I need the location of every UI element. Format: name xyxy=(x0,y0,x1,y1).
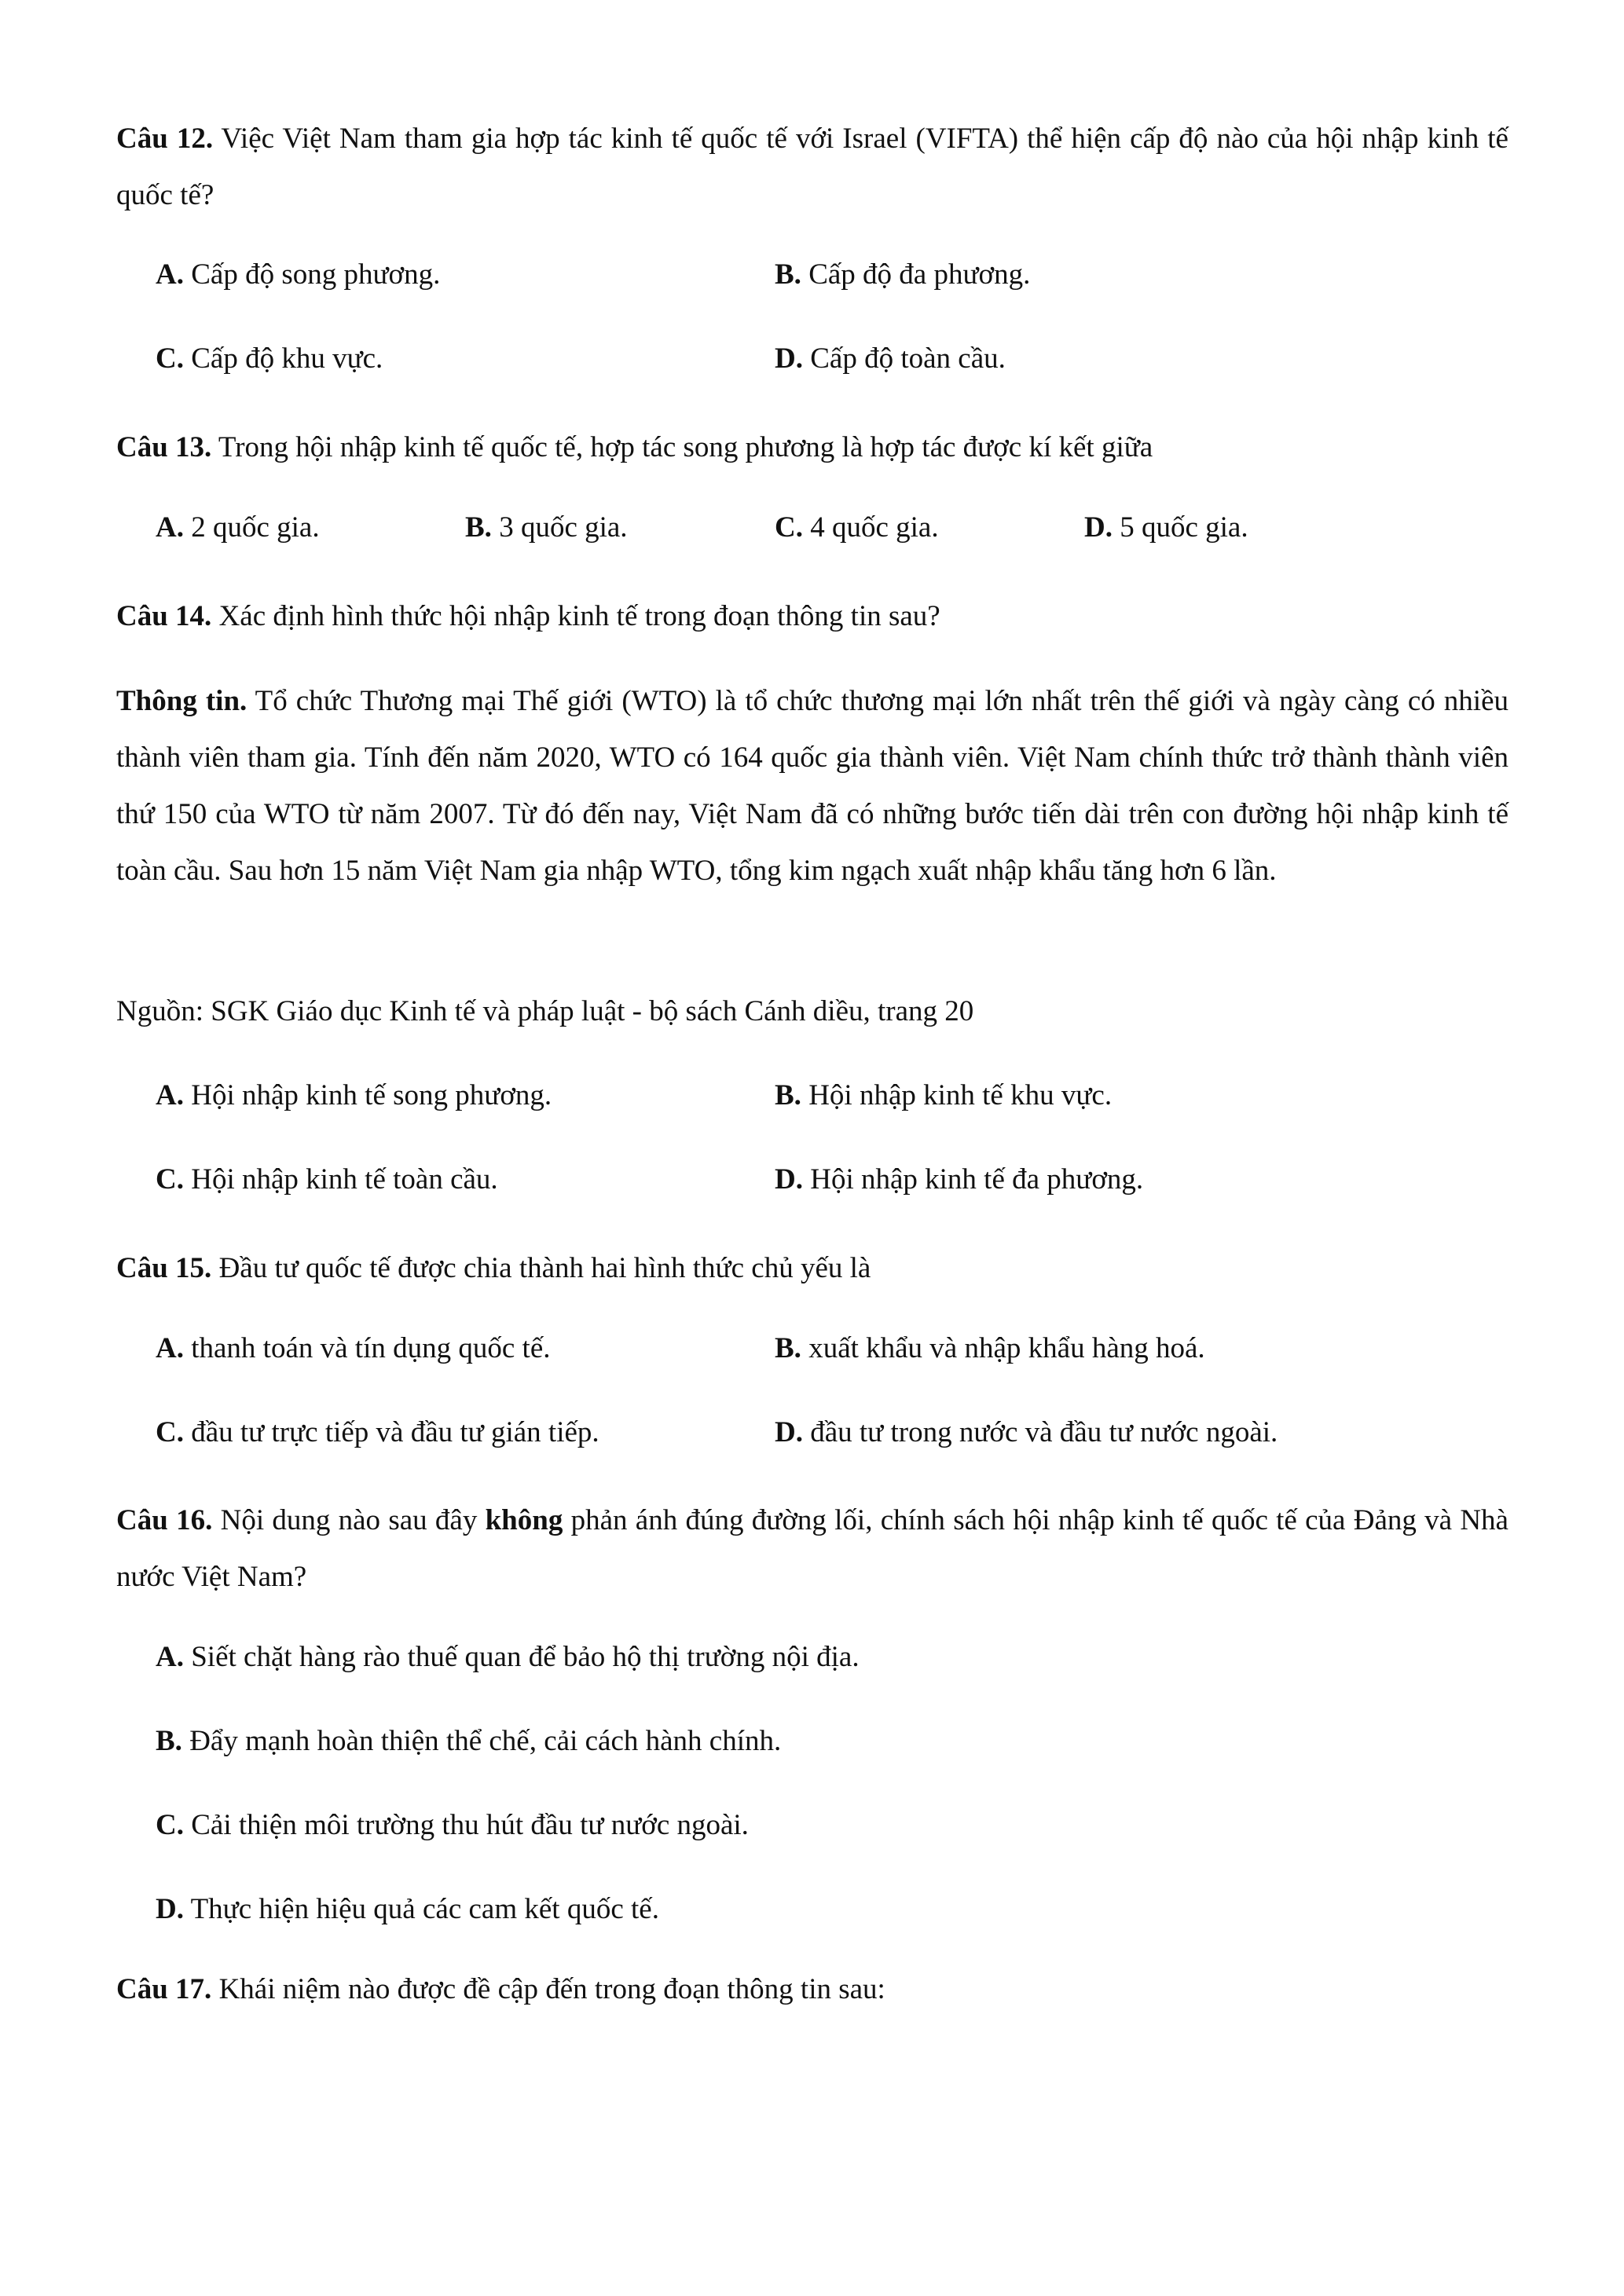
option-text: Cải thiện môi trường thu hút đầu tư nước ngoài. xyxy=(183,1809,749,1841)
option-text: thanh toán và tín dụng quốc tế. xyxy=(183,1332,551,1364)
option-b xyxy=(465,508,628,547)
option-letter: A. xyxy=(156,1079,184,1111)
option-letter: A. xyxy=(156,258,184,291)
option-text: Cấp độ khu vực. xyxy=(183,342,383,375)
option-c xyxy=(156,339,383,379)
info-passage xyxy=(116,673,1509,899)
question-text: Đầu tư quốc tế được chia thành hai hình thức chủ yếu là xyxy=(211,1252,871,1284)
option-text: 3 quốc gia. xyxy=(491,511,628,544)
option-letter: C. xyxy=(156,1416,184,1448)
info-source: Nguồn: SGK Giáo dục Kinh tế và pháp luật - bộ sách Cánh diều, trang 20 xyxy=(116,995,974,1027)
question-15 xyxy=(116,1240,1509,1297)
option-text: Cấp độ toàn cầu. xyxy=(802,342,1006,375)
question-text: Trong hội nhập kinh tế quốc tế, hợp tác song phương là hợp tác được kí kết giữa xyxy=(211,431,1153,463)
option-letter: C. xyxy=(156,1163,184,1196)
option-text: 5 quốc gia. xyxy=(1112,511,1248,544)
option-a xyxy=(156,1076,552,1115)
option-text: Hội nhập kinh tế song phương. xyxy=(183,1079,552,1111)
option-text: xuất khẩu và nhập khẩu hàng hoá. xyxy=(801,1332,1205,1364)
option-c xyxy=(156,1806,749,1845)
option-d xyxy=(775,1413,1278,1452)
info-label: Thông tin. xyxy=(116,685,247,717)
question-text: Nội dung nào sau đây xyxy=(212,1504,486,1536)
option-b xyxy=(775,1076,1112,1115)
option-text: Cấp độ song phương. xyxy=(183,258,441,291)
option-c xyxy=(156,1413,599,1452)
question-label: Câu 17. xyxy=(116,1973,212,2005)
option-letter: B. xyxy=(775,1079,801,1111)
option-letter: B. xyxy=(465,511,492,544)
option-letter: D. xyxy=(775,342,803,375)
question-label: Câu 16. xyxy=(116,1504,213,1536)
option-text: đầu tư trong nước và đầu tư nước ngoài. xyxy=(802,1416,1278,1448)
question-label: Câu 13. xyxy=(116,431,212,463)
question-text: Xác định hình thức hội nhập kinh tế trong đoạn thông tin sau? xyxy=(211,600,940,632)
option-a xyxy=(156,1638,860,1677)
question-13 xyxy=(116,419,1509,476)
option-text: Hội nhập kinh tế khu vực. xyxy=(801,1079,1113,1111)
question-label: Câu 15. xyxy=(116,1252,212,1284)
question-text: phản ánh đúng đường lối, chính sách hội nhập kinh tế quốc tế của Đảng và Nhà nước Việt Nam? xyxy=(116,1504,1509,1593)
option-text: Đẩy mạnh hoàn thiện thể chế, cải cách hành chính. xyxy=(181,1725,782,1757)
option-letter: A. xyxy=(156,1332,184,1364)
question-12 xyxy=(116,111,1509,224)
option-d xyxy=(156,1890,659,1929)
option-text: Siết chặt hàng rào thuế quan để bảo hộ thị trường nội địa. xyxy=(183,1641,860,1673)
option-letter: B. xyxy=(156,1725,182,1757)
option-b xyxy=(775,1329,1205,1368)
option-text: 4 quốc gia. xyxy=(802,511,939,544)
option-letter: C. xyxy=(156,342,184,375)
question-emphasis: không xyxy=(485,1504,563,1536)
question-16 xyxy=(116,1492,1509,1606)
option-text: 2 quốc gia. xyxy=(183,511,320,544)
question-text: Việc Việt Nam tham gia hợp tác kinh tế quốc tế với Israel (VIFTA) thể hiện cấp độ nào của hội nhập kinh tế quốc tế? xyxy=(116,123,1509,211)
option-letter: D. xyxy=(1084,511,1113,544)
option-b xyxy=(156,1722,781,1761)
option-d xyxy=(1084,508,1248,547)
option-text: Cấp độ đa phương. xyxy=(801,258,1031,291)
info-text: Tổ chức Thương mại Thế giới (WTO) là tổ chức thương mại lớn nhất trên thế giới và ngày càng có nhiều thành viên tham gia. Tính đến năm 2020, WTO có 164 quốc gia thành viên. Việt Nam chính thức trở thành thành viên thứ 150 của WTO từ năm 2007. Từ đó đến nay, Việt Nam đã có những bước tiến dài trên con đường hội nhập kinh tế toàn cầu. Sau hơn 15 năm Việt Nam gia nhập WTO, tổng kim ngạch xuất nhập khẩu tăng hơn 6 lần. xyxy=(116,685,1509,887)
question-label: Câu 12. xyxy=(116,123,214,155)
option-letter: C. xyxy=(156,1809,184,1841)
option-letter: C. xyxy=(775,511,803,544)
question-17 xyxy=(116,1961,1509,2018)
option-c xyxy=(156,1160,498,1199)
option-c xyxy=(775,508,939,547)
option-a xyxy=(156,508,320,547)
option-text: đầu tư trực tiếp và đầu tư gián tiếp. xyxy=(183,1416,599,1448)
option-a xyxy=(156,1329,551,1368)
option-letter: A. xyxy=(156,1641,184,1673)
option-b xyxy=(775,255,1030,295)
option-text: Thực hiện hiệu quả các cam kết quốc tế. xyxy=(183,1893,659,1925)
option-text: Hội nhập kinh tế toàn cầu. xyxy=(183,1163,498,1196)
option-text: Hội nhập kinh tế đa phương. xyxy=(802,1163,1144,1196)
option-letter: D. xyxy=(775,1163,803,1196)
option-letter: B. xyxy=(775,258,801,291)
question-text: Khái niệm nào được đề cập đến trong đoạn thông tin sau: xyxy=(211,1973,885,2005)
option-a xyxy=(156,255,440,295)
option-d xyxy=(775,339,1006,379)
option-letter: B. xyxy=(775,1332,801,1364)
option-d xyxy=(775,1160,1143,1199)
option-letter: D. xyxy=(775,1416,803,1448)
document-page xyxy=(116,0,1509,2296)
option-letter: A. xyxy=(156,511,184,544)
question-label: Câu 14. xyxy=(116,600,212,632)
question-14 xyxy=(116,588,1509,645)
option-letter: D. xyxy=(156,1893,184,1925)
